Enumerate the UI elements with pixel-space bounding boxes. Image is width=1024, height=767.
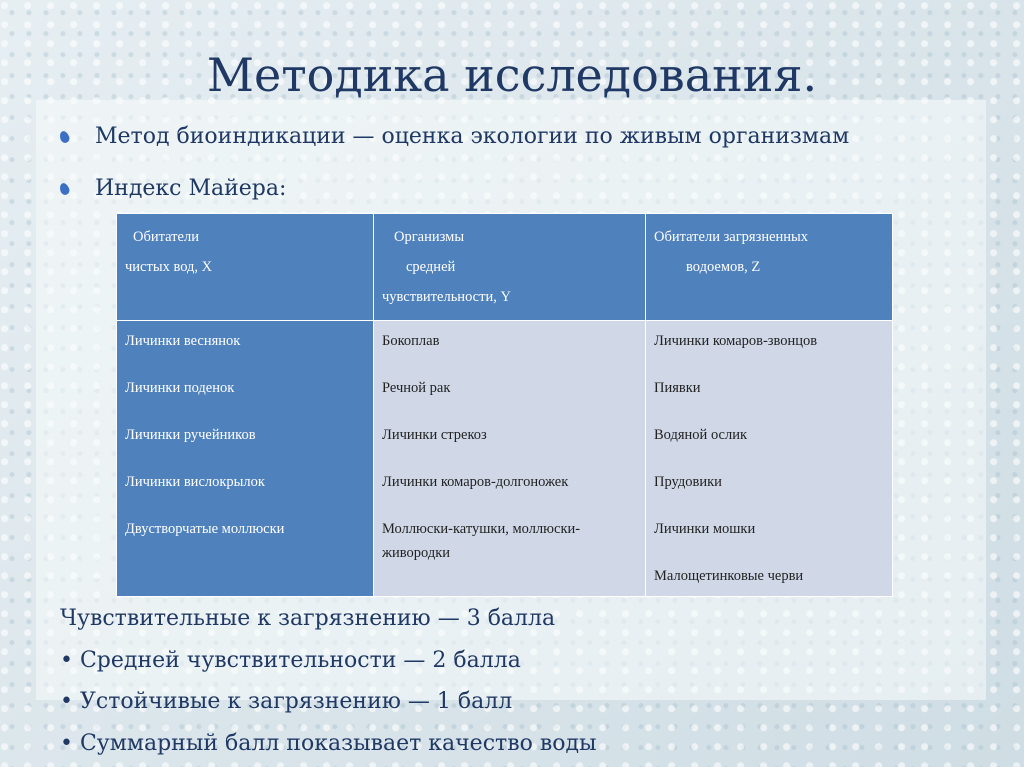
header-line: Обитатели загрязненных xyxy=(654,229,809,245)
header-line: Обитатели xyxy=(133,229,199,245)
score-line: • Устойчивые к загрязнению — 1 балл xyxy=(60,689,513,714)
table-header-row xyxy=(117,214,893,321)
slide-title: Методика исследования. xyxy=(206,48,818,102)
score-line: • Суммарный балл показывает качество воды xyxy=(60,731,597,756)
organism: Личинки комаров-долгоножек xyxy=(382,474,569,490)
organism: Малощетинковые черви xyxy=(654,568,804,584)
organism: Речной рак xyxy=(382,380,451,396)
organism: Пиявки xyxy=(654,380,701,396)
organism: Двустворчатые моллюски xyxy=(125,521,285,537)
score-line: • Средней чувствительности — 2 балла xyxy=(60,648,521,673)
header-line: чистых вод, X xyxy=(125,259,213,275)
organism: Личинки стрекоз xyxy=(382,427,487,443)
bullet-text: Метод биоиндикации — оценка экологии по живым организмам xyxy=(95,124,850,149)
organism: Личинки комаров-звонцов xyxy=(654,333,818,349)
bullet-method xyxy=(60,124,849,149)
bullet-index xyxy=(60,176,286,201)
water-drop-icon xyxy=(58,129,71,143)
header-x xyxy=(117,214,374,321)
organism: Личинки вислокрылок xyxy=(125,474,265,490)
organism: Прудовики xyxy=(654,474,722,490)
header-z xyxy=(646,214,893,321)
header-line: чувствительности, Y xyxy=(382,289,511,305)
water-drop-icon xyxy=(58,181,71,195)
bullet-text: Индекс Майера: xyxy=(95,176,287,201)
header-line: средней xyxy=(406,259,456,275)
mayer-index-table xyxy=(116,213,893,597)
organism: Личинки веснянок xyxy=(125,333,241,349)
score-line: Чувствительные к загрязнению — 3 балла xyxy=(60,606,556,631)
header-line: водоемов, Z xyxy=(686,259,761,275)
header-line: Организмы xyxy=(394,229,465,245)
column-z xyxy=(646,321,893,597)
column-x xyxy=(117,321,374,597)
column-y xyxy=(374,321,646,597)
organism: Водяной ослик xyxy=(654,427,748,443)
organism: Личинки мошки xyxy=(654,521,756,537)
organism: Бокоплав xyxy=(382,333,440,349)
table-row xyxy=(117,321,893,597)
header-y xyxy=(374,214,646,321)
organism: Личинки ручейников xyxy=(125,427,256,443)
organism: Моллюски-катушки, моллюски-живородки xyxy=(382,521,581,561)
organism: Личинки поденок xyxy=(125,380,235,396)
